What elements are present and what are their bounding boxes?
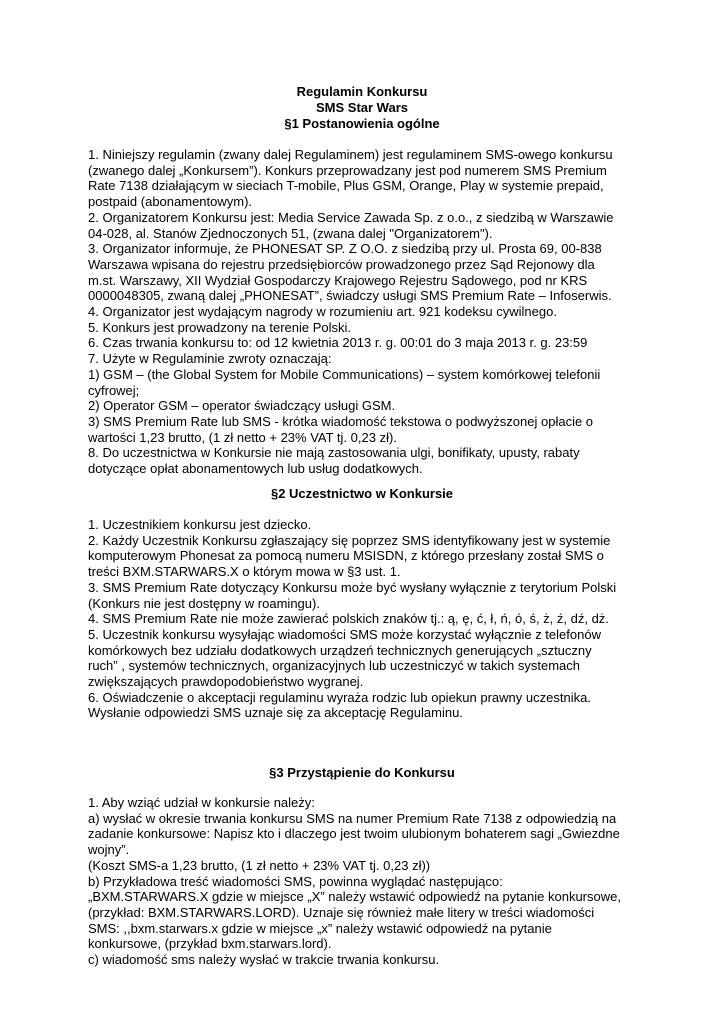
paragraph-line: cyfrowej; bbox=[88, 382, 140, 398]
paragraph-line: 6. Oświadczenie o akceptacji regulaminu wyraża rodzic lub opiekun prawny uczestnika. bbox=[88, 689, 591, 705]
paragraph-line: treści BXM.STARWARS.X o którym mowa w §3 ust. 1. bbox=[88, 564, 401, 580]
paragraph-line: komórkowych bez udziału dodatkowych urządzeń technicznych generujących „sztuczny bbox=[88, 642, 592, 658]
paragraph-line: komputerowym Phonesat za pomocą numeru MSISDN, z którego przesłany został SMS o bbox=[88, 548, 604, 564]
paragraph-line: 1. Uczestnikiem konkursu jest dziecko. bbox=[88, 517, 312, 532]
paragraph-line: (Konkurs nie jest dostępny w roamingu). bbox=[88, 595, 320, 611]
paragraph-line: 0000048305, zwaną dalej „PHONESAT”, świadczy usługi SMS Premium Rate – Infoserwis. bbox=[88, 288, 612, 304]
paragraph-line: zwiększających prawdopodobieństwo wygranej. bbox=[88, 674, 364, 690]
paragraph-line: zadanie konkursowe: Napisz kto i dlaczego jest twoim ulubionym bohaterem sagi „Gwiezdne bbox=[88, 826, 620, 842]
paragraph-line: ruch” , systemów technicznych, organizacyjnych lub uczestniczyć w takich systemach bbox=[88, 658, 581, 674]
section2-heading: §2 Uczestnictwo w Konkursie bbox=[270, 486, 454, 501]
paragraph-line: (Koszt SMS-a 1,23 brutto, (1 zł netto + 23% VAT tj. 0,23 zł)) bbox=[88, 857, 431, 873]
paragraph-line: a) wysłać w okresie trwania konkursu SMS na numer Premium Rate 7138 z odpowiedzią na bbox=[88, 810, 617, 826]
section1-body bbox=[88, 147, 640, 477]
paragraph-line: (przykład: BXM.STARWARS.LORD). Uznaje się również małe litery w treści wiadomości bbox=[88, 904, 595, 920]
paragraph-line: 2. Organizatorem Konkursu jest: Media Service Zawada Sp. z o.o., z siedzibą w Warszawie bbox=[88, 209, 614, 225]
paragraph-line: 1. Niniejszy regulamin (zwany dalej Regulaminem) jest regulaminem SMS-owego konkursu bbox=[88, 147, 613, 162]
section2-body bbox=[88, 517, 640, 721]
paragraph-line: Warszawa wpisana do rejestru przedsiębiorców prowadzonego przez Sąd Rejonowy dla bbox=[88, 256, 595, 272]
paragraph-line: b) Przykładowa treść wiadomości SMS, powinna wyglądać następująco: bbox=[88, 873, 503, 889]
paragraph-line: 4. Organizator jest wydającym nagrody w rozumieniu art. 921 kodeksu cywilnego. bbox=[88, 304, 557, 320]
section3-body bbox=[88, 795, 640, 968]
paragraph-line: konkursowe, (przykład bxm.starwars.lord). bbox=[88, 936, 332, 952]
paragraph-line: 7. Użyte w Regulaminie zwroty oznaczają: bbox=[88, 351, 332, 367]
document-subtitle: SMS Star Wars bbox=[316, 100, 408, 115]
section3-heading: §3 Przystąpienie do Konkursu bbox=[269, 765, 455, 780]
paragraph-line: c) wiadomość sms należy wysłać w trakcie trwania konkursu. bbox=[88, 952, 440, 968]
paragraph-line: 5. Konkurs jest prowadzony na terenie Polski. bbox=[88, 319, 352, 335]
paragraph-line: wartości 1,23 brutto, (1 zł netto + 23% VAT tj. 0,23 zł). bbox=[88, 429, 397, 445]
paragraph-line: Wysłanie odpowiedzi SMS uznaje się za akceptację Regulaminu. bbox=[88, 705, 463, 721]
document-header bbox=[0, 84, 724, 132]
paragraph-line: 04-028, al. Stanów Zjednoczonych 51, (zwana dalej "Organizatorem"). bbox=[88, 225, 493, 241]
paragraph-line: 3) SMS Premium Rate lub SMS - krótka wiadomość tekstowa o podwyższonej opłacie o bbox=[88, 413, 594, 429]
paragraph-line: 4. SMS Premium Rate nie może zawierać polskich znaków tj.: ą, ę, ć, ł, ń, ó, ś, ż, ź, dź, dż. bbox=[88, 611, 609, 627]
paragraph-line: 6. Czas trwania konkursu to: od 12 kwietnia 2013 r. g. 00:01 do 3 maja 2013 r. g. 23:59 bbox=[88, 335, 588, 351]
paragraph-line: wojny”. bbox=[88, 842, 130, 858]
paragraph-line: (zwanego dalej „Konkursem”). Konkurs przeprowadzany jest pod numerem SMS Premium bbox=[88, 162, 607, 178]
paragraph-line: 1. Aby wziąć udział w konkursie należy: bbox=[88, 795, 315, 810]
paragraph-line: dotyczące opłat abonamentowych lub usług dodatkowych. bbox=[88, 461, 423, 477]
paragraph-line: 3. Organizator informuje, że PHONESAT SP. Z O.O. z siedzibą przy ul. Prosta 69, 00-838 bbox=[88, 241, 602, 257]
paragraph-line: SMS: ,,bxm.starwars.x gdzie w miejsce „x” należy wstawić odpowiedź na pytanie bbox=[88, 920, 552, 936]
section1-heading: §1 Postanowienia ogólne bbox=[284, 116, 440, 131]
paragraph-line: Rate 7138 działającym w sieciach T-mobile, Plus GSM, Orange, Play w systemie prepaid, bbox=[88, 178, 604, 194]
document-title: Regulamin Konkursu bbox=[296, 84, 428, 99]
paragraph-line: m.st. Warszawy, XII Wydział Gospodarczy Krajowego Rejestru Sądowego, pod nr KRS bbox=[88, 272, 588, 288]
paragraph-line: 2. Każdy Uczestnik Konkursu zgłaszający się poprzez SMS identyfikowany jest w systemie bbox=[88, 532, 611, 548]
paragraph-line: 1) GSM – (the Global System for Mobile Communications) – system komórkowej telefonii bbox=[88, 366, 601, 382]
paragraph-line: „BXM.STARWARS.X gdzie w miejsce „X” należy wstawić odpowiedź na pytanie konkursowe, bbox=[88, 889, 621, 905]
paragraph-line: 3. SMS Premium Rate dotyczący Konkursu może być wysłany wyłącznie z terytorium Polski bbox=[88, 579, 617, 595]
paragraph-line: 5. Uczestnik konkursu wysyłając wiadomości SMS może korzystać wyłącznie z telefonów bbox=[88, 626, 601, 642]
paragraph-line: postpaid (abonamentowym). bbox=[88, 194, 253, 210]
paragraph-line: 2) Operator GSM – operator świadczący usługi GSM. bbox=[88, 398, 396, 414]
paragraph-line: 8. Do uczestnictwa w Konkursie nie mają zastosowania ulgi, bonifikaty, upusty, rabaty bbox=[88, 445, 580, 461]
